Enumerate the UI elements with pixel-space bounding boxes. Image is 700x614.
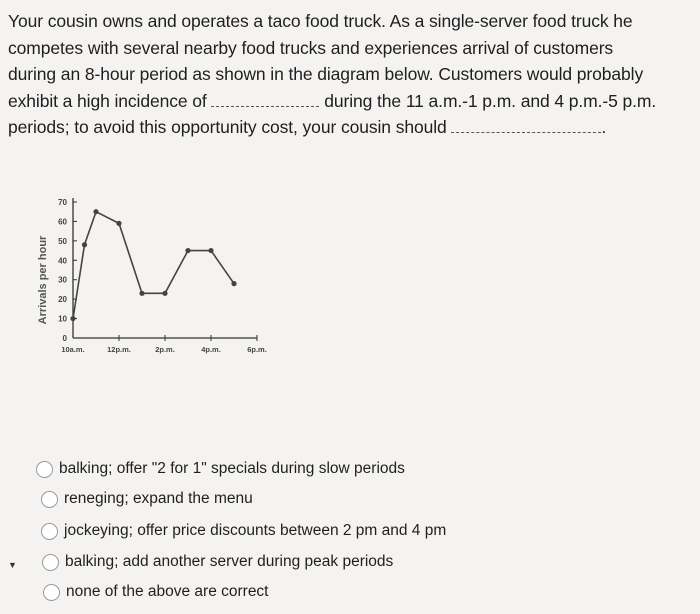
chevron-down-icon: ▼ bbox=[8, 560, 17, 570]
y-tick-label: 50 bbox=[58, 236, 67, 246]
data-point bbox=[185, 248, 190, 253]
x-tick-label: 4p.m. bbox=[201, 345, 221, 354]
question-line-5-start: periods; to avoid this opportunity cost, your cousin should bbox=[8, 117, 447, 137]
question-line-4-end: during the 11 a.m.-1 p.m. and 4 p.m.-5 p.m. bbox=[324, 90, 657, 111]
data-point bbox=[93, 209, 98, 214]
question-line-5 bbox=[8, 114, 693, 141]
y-tick-label: 40 bbox=[58, 256, 67, 266]
radio-button[interactable] bbox=[43, 584, 60, 601]
question-line-3: during an 8-hour period as shown in the diagram below. Customers would probably bbox=[8, 64, 644, 84]
chart-axes bbox=[73, 198, 257, 341]
radio-button[interactable] bbox=[41, 523, 58, 540]
option-5[interactable] bbox=[43, 578, 269, 606]
data-point bbox=[208, 248, 213, 253]
y-tick-label: 0 bbox=[62, 334, 67, 343]
x-tick-labels bbox=[61, 345, 266, 354]
option-3[interactable] bbox=[41, 517, 446, 545]
y-tick-label: 10 bbox=[58, 314, 67, 324]
option-label: jockeying; offer price discounts between 2 pm and 4 pm bbox=[64, 522, 447, 539]
y-tick-label: 30 bbox=[58, 275, 67, 285]
answer-blank-2 bbox=[451, 118, 601, 133]
option-4[interactable] bbox=[42, 548, 393, 576]
x-tick-label: 10a.m. bbox=[61, 345, 85, 354]
option-label: balking; add another server during peak periods bbox=[65, 553, 394, 570]
y-tick-label: 70 bbox=[58, 198, 67, 207]
data-point bbox=[116, 221, 121, 226]
y-tick-label: 60 bbox=[58, 217, 67, 227]
y-tick-label: 20 bbox=[58, 295, 67, 305]
x-tick-label: 2p.m. bbox=[155, 345, 175, 354]
arrivals-line bbox=[73, 212, 234, 319]
y-axis-label: Arrivals per hour bbox=[37, 235, 49, 325]
arrivals-chart bbox=[35, 190, 275, 370]
radio-button[interactable] bbox=[42, 554, 59, 571]
radio-button[interactable] bbox=[41, 491, 58, 508]
data-point bbox=[162, 291, 167, 296]
data-point bbox=[70, 316, 75, 321]
radio-button[interactable] bbox=[36, 461, 53, 478]
x-tick-label: 6p.m. bbox=[247, 345, 267, 354]
option-1[interactable] bbox=[36, 455, 405, 483]
question-line-4 bbox=[8, 88, 693, 115]
option-label: none of the above are correct bbox=[66, 583, 269, 600]
question-text bbox=[8, 8, 693, 141]
data-point bbox=[139, 291, 144, 296]
option-label: balking; offer "2 for 1" specials during slow periods bbox=[59, 460, 405, 477]
question-line-5-end: . bbox=[601, 117, 607, 137]
answer-blank-1 bbox=[211, 92, 319, 107]
x-tick-label: 12p.m. bbox=[107, 345, 131, 354]
option-label: reneging; expand the menu bbox=[64, 490, 253, 507]
question-line-4-start: exhibit a high incidence of bbox=[8, 90, 207, 111]
y-tick-labels bbox=[58, 198, 67, 343]
option-2[interactable] bbox=[41, 485, 253, 513]
data-point bbox=[82, 242, 87, 247]
question-line-1: Your cousin owns and operates a taco food truck. As a single-server food truck he bbox=[8, 11, 633, 31]
chart-series bbox=[70, 209, 236, 321]
data-point bbox=[231, 281, 236, 286]
question-line-2: competes with several nearby food trucks and experiences arrival of customers bbox=[8, 37, 614, 58]
